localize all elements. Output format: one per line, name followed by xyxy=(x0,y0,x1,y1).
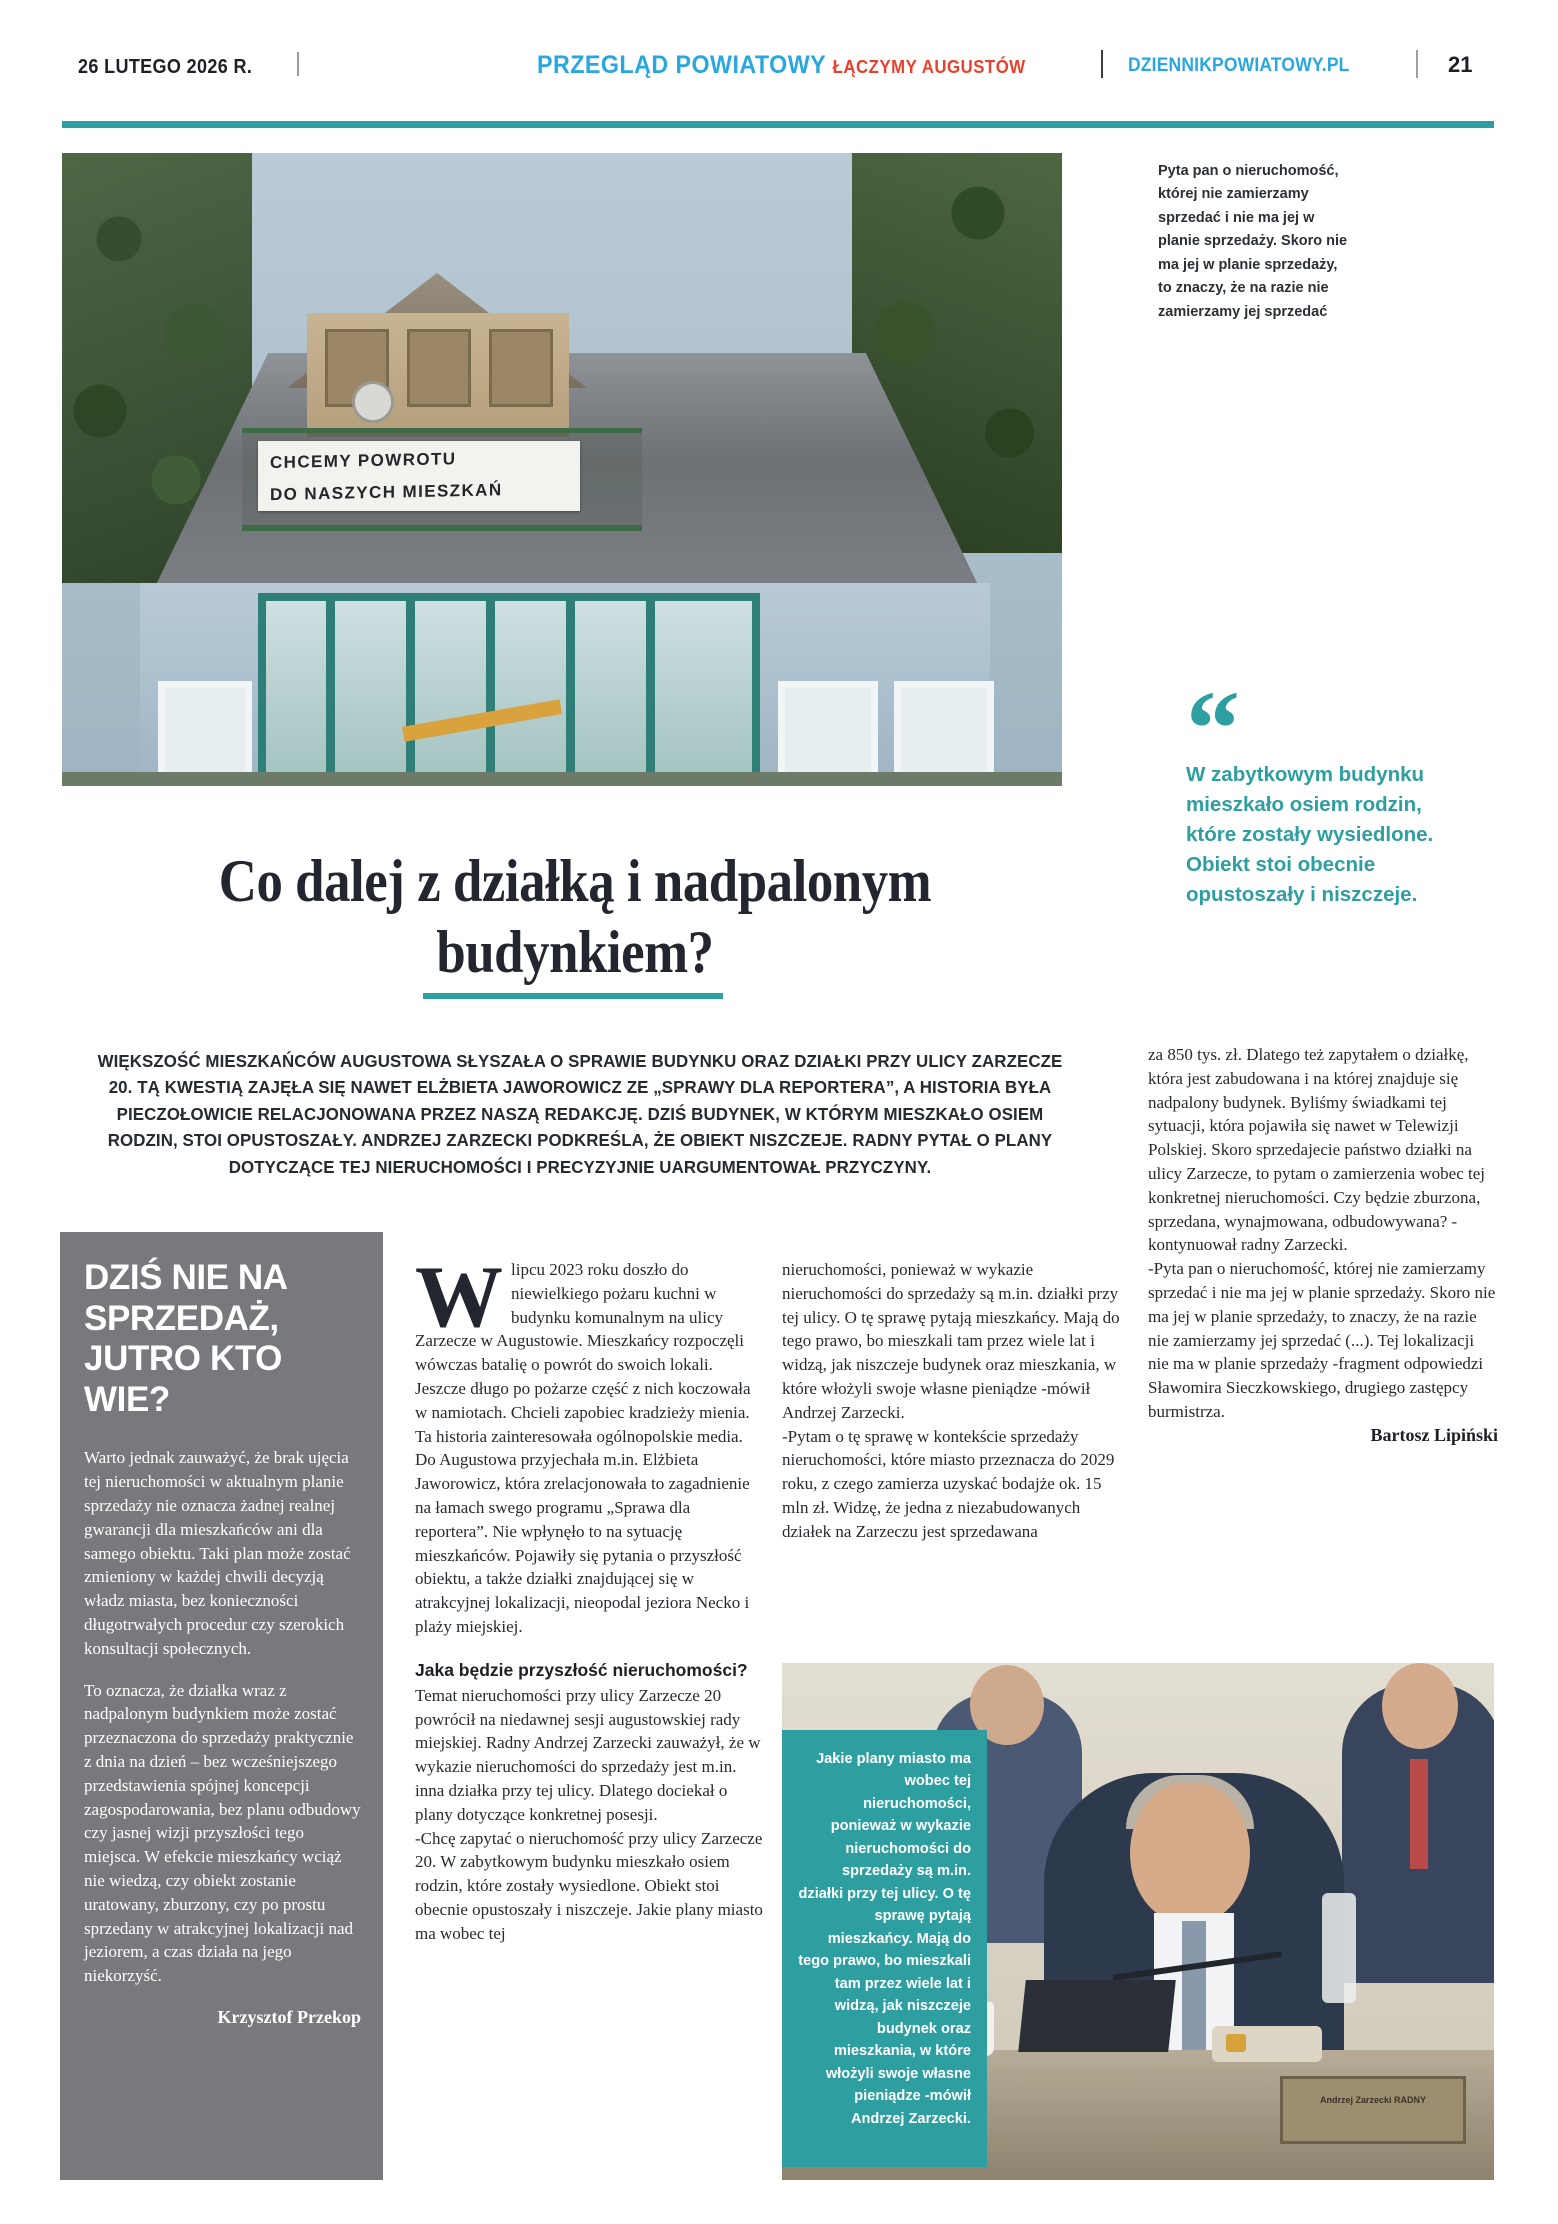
quote-mark-icon: “ xyxy=(1186,670,1236,789)
header-rule xyxy=(62,121,1494,128)
article-col3-p1: za 850 tys. zł. Dlatego też zapytałem o działkę, która jest zabudowana i na której znajduje się nadpalony budynek. Byliśmy świadkami tej sytuacji, która pojawiła się nawet w Telewizji Polskiej. Skoro sprzedajecie państwo działki na ulicy Zarzecze, to pytam o zamierzenia wobec tej konkretnej nieruchomości. Czy będzie zburzona, sprzedana, wynajmowana, odbudowywana? -kontynuował radny Zarzecki. xyxy=(1148,1045,1485,1255)
article-col1-p4: -Chcę zapytać o nieruchomość przy ulicy Zarzecze 20. W zabytkowym budynku mieszkało osiem rodzin, które zostały wysiedlone. Obiekt stoi obecnie opustoszały i niszczeje. Jakie plany miasto ma wobec tej xyxy=(415,1828,763,1943)
sidebar-byline: Krzysztof Przekop xyxy=(217,2006,361,2027)
photo-satellite-dish xyxy=(352,381,394,423)
photo2-head-right xyxy=(1382,1663,1458,1749)
photo-veranda-mullion xyxy=(646,601,655,786)
photo-teal-caption: Jakie plany miasto ma wobec tej nieruchomości, ponieważ w wykazie nieruchomości do sprzedaży są m.in. działki przy tej ulicy. O tę sprawę pytają mieszkańcy. Mają do tego prawo, bo mieszkali tam przez wiele lat i widzą, jak niszczeje budynek oraz mieszkania, w które włożyli swoje własne pieniądze -mówił Andrzej Zarzecki. xyxy=(782,1730,987,2167)
article-col1-p3: Temat nieruchomości przy ulicy Zarzecze 20 powrócił na niedawnej sesji augustowskiej rady miejskiej. Radny Andrzej Zarzecki zauważył, że w wykazie nieruchomości do sprzedaży jest m.in. inna działka przy tej ulicy. Dlatego dociekał o plany dotyczące konkretnej posesji. xyxy=(415,1685,761,1824)
photo2-water-bottle xyxy=(1322,1893,1356,2003)
header-divider-2 xyxy=(1101,50,1103,78)
photo-veranda-mullion xyxy=(406,601,415,786)
hero-photo xyxy=(62,153,1062,786)
photo2-snack xyxy=(1226,2034,1246,2052)
masthead-logo-main: PRZEGLĄD POWIATOWY xyxy=(537,51,827,79)
article-column-3 xyxy=(1148,1043,1498,1447)
article-subheading: Jaka będzie przyszłość nieruchomości? xyxy=(415,1659,748,1680)
photo2-plate xyxy=(1212,2026,1322,2062)
article-headline: Co dalej z działką i nadpalonym budynkiem? xyxy=(218,848,932,985)
photo-window xyxy=(894,681,994,785)
page-header xyxy=(0,0,1558,112)
photo-boarded-window xyxy=(489,329,553,407)
photo-ground xyxy=(62,772,1062,786)
article-paragraph xyxy=(415,1249,765,1425)
page-number: 21 xyxy=(1448,52,1473,77)
sidebar-paragraph-1: Warto jednak zauważyć, że brak ujęcia tej nieruchomości w aktualnym planie sprzedaży nie oznacza żadnej realnej gwarancji dla mieszkańców ani dla samego obiektu. Taki plan może zostać zmieniony w każdej chwili decyzją władz miasta, bez konieczności długotrwałych procedur czy szerokich konsultacji społecznych. xyxy=(84,1448,351,1658)
article-col2-p2: -Pytam o tę sprawę w kontekście sprzedaży nieruchomości, które miasto przeznacza do 2029 roku, z czego zamierza uzyskać bodajże ok. 15 mln zł. Widzę, że jedna z niezabudowanych działek na Zarzeczu jest sprzedawana xyxy=(782,1426,1115,1541)
masthead-logo-tagline: ŁĄCZYMY AUGUSTÓW xyxy=(832,57,1026,77)
photo2-head-main xyxy=(1130,1783,1250,1923)
photo2-nameplate-text: Andrzej Zarzecki RADNY xyxy=(1319,2095,1427,2105)
article-col2-p1: nieruchomości, ponieważ w wykazie nieruchomości do sprzedaży są m.in. działki przy tej ulicy. O tę sprawę pytają mieszkańcy. Mają do tego prawo, bo mieszkali tam przez wiele lat i widzą, jak niszczeje budynek oraz mieszkania, w które włożyli swoje własne pieniądze -mówił Andrzej Zarzecki. xyxy=(782,1260,1120,1422)
article-column-1 xyxy=(415,1249,765,1946)
publication-date: 26 LUTEGO 2026 R. xyxy=(78,56,253,78)
protest-banner xyxy=(258,441,580,511)
website-url: DZIENNIKPOWIATOWY.PL xyxy=(1128,55,1350,76)
headline-rule xyxy=(423,993,723,999)
sidebar-paragraph-2: To oznacza, że działka wraz z nadpalonym budynkiem może zostać przeznaczona do sprzedaży praktycznie z dnia na dzień – bez wcześniejszego przedstawienia spójnej koncepcji zagospodarowania, bez planu odbudowy czy jasnej wizji przyszłości tego miejsca. W efekcie mieszkańcy wciąż nie wiedzą, czy obiekt zostanie uratowany, zburzony, czy po prostu sprzedany w atrakcyjnej lokalizacji nad jeziorem, a czas działa na jego niekorzyść. xyxy=(84,1680,361,1986)
article-col1-p2: Ta historia zainteresowała ogólnopolskie media. Do Augustowa przyjechała m.in. Elżbieta Jaworowicz, która zrelacjonowała to zagadnienie na łamach swego programu „Sprawa dla reportera”. Nie wpłynęło to na sytuację mieszkańców. Pojawiły się pytania o przyszłość obiektu, a także działki znajdującej się w atrakcyjnej lokalizacji, nieopodal jeziora Necko i plaży miejskiej. xyxy=(415,1426,750,1636)
protest-banner-line-1: CHCEMY POWROTU xyxy=(270,449,457,473)
article-column-2 xyxy=(782,1258,1132,1544)
photo-window xyxy=(158,681,252,785)
article-col1-p1: lipcu 2023 roku doszło do niewielkiego pożaru kuchni w budynku komunalnym na ulicy Zarzecze w Augustowie. Mieszkańcy rozpoczęli wówczas batalię o powrót do swoich lokali. Jeszcze długo po pożarze część z nich koczowała w namiotach. Chcieli zapobiec kradzieży mienia. xyxy=(415,1260,751,1422)
photo2-nameplate xyxy=(1280,2076,1466,2144)
photo2-tie-right xyxy=(1410,1759,1428,1869)
photo-boarded-window xyxy=(407,329,471,407)
photo2-laptop xyxy=(1018,1980,1176,2052)
sidebar-title: DZIŚ NIE NA SPRZEDAŻ, JUTRO KTO WIE? xyxy=(84,1258,287,1419)
article-author-byline: Bartosz Lipiński xyxy=(1370,1424,1498,1445)
photo-veranda-mullion xyxy=(566,601,575,786)
article-lead: WIĘKSZOŚĆ MIESZKAŃCÓW AUGUSTOWA SŁYSZAŁA O SPRAWIE BUDYNKU ORAZ DZIAŁKI PRZY ULICY ZARZECZE 20. TĄ KWESTIĄ ZAJĘŁA SIĘ NAWET ELŻBIETA JAWOROWICZ ZE „SPRAWY DLA REPORTERA”, A HISTORIA BYŁA PIECZOŁOWICIE RELACJONOWANA PRZEZ NASZĄ REDAKCJĘ. DZIŚ BUDYNEK, W KTÓRYM MIESZKAŁO OSIEM RODZIN, STOI OPUSTOSZAŁY. ANDRZEJ ZARZECKI PODKREŚLA, ŻE OBIEKT NISZCZEJE. RADNY PYTAŁ O PLANY DOTYCZĄCE TEJ NIERUCHOMOŚCI I PRECYZYJNIE UARGUMENTOWAŁ PRZYCZYNY. xyxy=(97,1051,1063,1177)
drop-cap: W xyxy=(415,1249,503,1346)
header-divider-1 xyxy=(297,52,299,76)
photo-side-caption: Pyta pan o nieruchomość, której nie zamierzamy sprzedać i nie ma jej w planie sprzedaży. Skoro nie ma jej w planie sprzedaży, to znaczy, że na razie nie zamierzamy jej sprzedać xyxy=(1158,163,1348,320)
photo-veranda-mullion xyxy=(486,601,495,786)
sidebar-commentary xyxy=(60,1232,383,2180)
masthead-logo xyxy=(537,53,1026,78)
photo-window xyxy=(778,681,878,785)
photo-boarded-dormer xyxy=(307,313,569,437)
pull-quote: W zabytkowym budynku mieszkało osiem rodzin, które zostały wysiedlone. Obiekt stoi obecnie opustoszały i niszczeje. xyxy=(1186,763,1434,906)
header-divider-3 xyxy=(1416,50,1418,78)
photo-veranda-mullion xyxy=(326,601,335,786)
photo-veranda xyxy=(258,593,760,786)
article-col3-p2: -Pyta pan o nieruchomość, której nie zamierzamy sprzedać i nie ma jej w planie sprzedaży. Skoro nie ma jej w planie sprzedaży, to znaczy, że na razie nie zamierzamy jej sprzedać (...). Tej lokalizacji nie ma w planie sprzedaży -fragment odpowiedzi Sławomira Sieczkowskiego, drugiego zastępcy burmistrza. xyxy=(1148,1259,1496,1421)
protest-banner-line-2: DO NASZYCH MIESZKAŃ xyxy=(270,479,503,504)
